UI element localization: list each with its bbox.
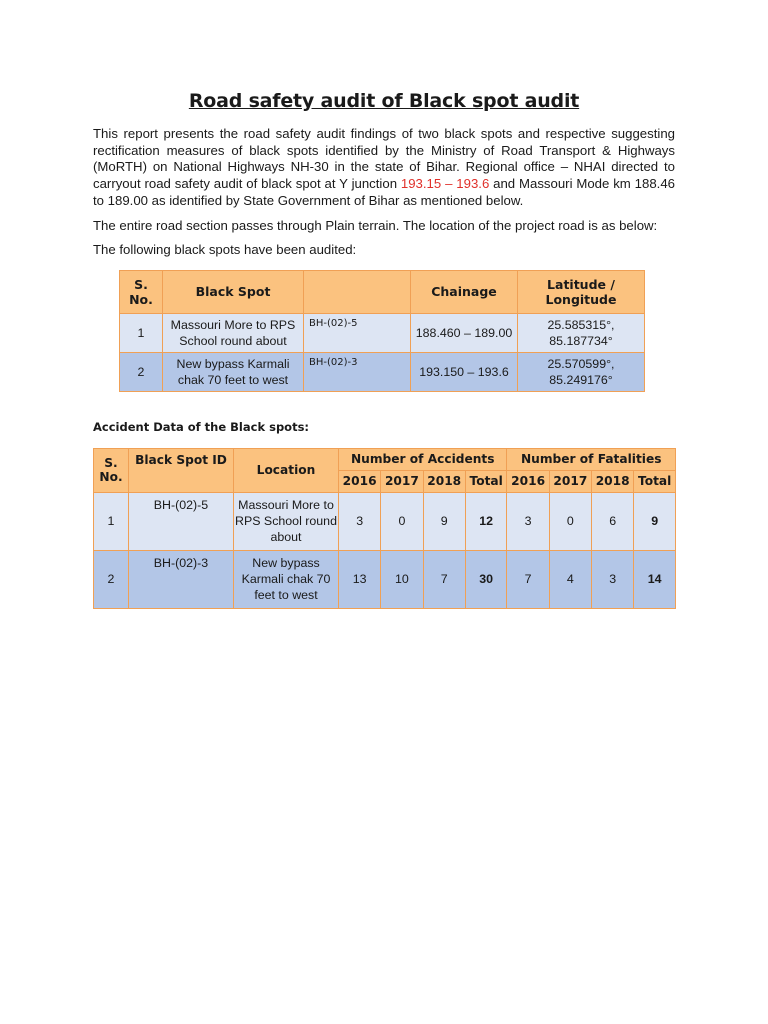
document-page [93, 90, 675, 609]
header-black-spot: Black Spot [163, 270, 304, 313]
header-number-of-fatalities: Number of Fatalities [507, 448, 676, 470]
cell-location: Massouri More to RPS School round about [234, 492, 339, 550]
cell-fat-2017: 4 [549, 550, 591, 608]
intro-text-1: This report presents the road safety audit findings of two black spots and respective suggesting rectification measures of black spots identified by the Ministry of Road Transport & Highways (MoRTH) on National Highways NH-30 in the state of Bihar. Regional office – NHAI directed to carryout road safety audit of black spot at Y junction [93, 126, 675, 192]
header-chainage: Chainage [411, 270, 518, 313]
table-row [120, 313, 645, 352]
cell-black-spot-id: BH-(02)-5 [129, 492, 234, 550]
audited-paragraph: The following black spots have been audited: [93, 242, 357, 258]
cell-acc-2017: 0 [381, 492, 423, 550]
latitude: 25.585315°, [547, 317, 615, 332]
cell-acc-2016: 3 [339, 492, 381, 550]
header-fat-2017: 2017 [549, 470, 591, 492]
intro-highlight-chainage: 193.15 – 193.6 [400, 176, 490, 192]
intro-paragraph [93, 126, 675, 210]
black-spot-table [119, 270, 645, 392]
header-lat-long: Latitude / Longitude [518, 270, 645, 313]
cell-sno: 2 [120, 352, 163, 391]
header-sno: S. No. [94, 448, 129, 492]
header-location: Location [234, 448, 339, 492]
accident-data-caption: Accident Data of the Black spots: [93, 419, 310, 434]
header-fat-total: Total [634, 470, 676, 492]
cell-acc-total: 30 [465, 550, 507, 608]
intro-text-2: and Massouri Mode km 188.46 to 189.00 as identified by State Government of Bihar as mentioned below. [93, 176, 675, 208]
terrain-paragraph: The entire road section passes through Plain terrain. The location of the project road is as below: [93, 217, 658, 233]
header-acc-total: Total [465, 470, 507, 492]
cell-chainage: 193.150 – 193.6 [411, 352, 518, 391]
longitude: 85.249176° [549, 372, 613, 387]
cell-black-spot-id: BH-(02)-3 [129, 550, 234, 608]
cell-fat-2018: 6 [592, 492, 634, 550]
black-spot-table-header [120, 270, 645, 313]
header-black-spot-id: Black Spot ID [129, 448, 234, 492]
cell-fat-2016: 7 [507, 550, 549, 608]
cell-fat-total: 9 [634, 492, 676, 550]
header-acc-2018: 2018 [423, 470, 465, 492]
cell-acc-total: 12 [465, 492, 507, 550]
cell-location: New bypass Karmali chak 70 feet to west [234, 550, 339, 608]
header-number-of-accidents: Number of Accidents [339, 448, 507, 470]
header-acc-2017: 2017 [381, 470, 423, 492]
cell-fat-2017: 0 [549, 492, 591, 550]
header-acc-2016: 2016 [339, 470, 381, 492]
cell-sno: 1 [94, 492, 129, 550]
document-title: Road safety audit of Black spot audit [188, 90, 580, 112]
longitude: 85.187734° [549, 333, 613, 348]
header-fat-2018: 2018 [592, 470, 634, 492]
cell-sno: 1 [120, 313, 163, 352]
cell-fat-2018: 3 [592, 550, 634, 608]
cell-acc-2017: 10 [381, 550, 423, 608]
cell-fat-total: 14 [634, 550, 676, 608]
table-row [94, 492, 676, 550]
cell-acc-2018: 9 [423, 492, 465, 550]
cell-sno: 2 [94, 550, 129, 608]
cell-lat-long [518, 313, 645, 352]
cell-fat-2016: 3 [507, 492, 549, 550]
table-row [120, 352, 645, 391]
latitude: 25.570599°, [547, 356, 615, 371]
header-sno: S. No. [120, 270, 163, 313]
accident-data-table [93, 448, 676, 609]
cell-black-spot: Massouri More to RPS School round about [163, 313, 304, 352]
cell-code: BH-(02)-5 [304, 313, 411, 352]
cell-chainage: 188.460 – 189.00 [411, 313, 518, 352]
cell-acc-2018: 7 [423, 550, 465, 608]
accident-table-header-top [94, 448, 676, 470]
header-blank [304, 270, 411, 313]
cell-black-spot: New bypass Karmali chak 70 feet to west [163, 352, 304, 391]
header-fat-2016: 2016 [507, 470, 549, 492]
table-row [94, 550, 676, 608]
cell-code: BH-(02)-3 [304, 352, 411, 391]
cell-lat-long [518, 352, 645, 391]
cell-acc-2016: 13 [339, 550, 381, 608]
